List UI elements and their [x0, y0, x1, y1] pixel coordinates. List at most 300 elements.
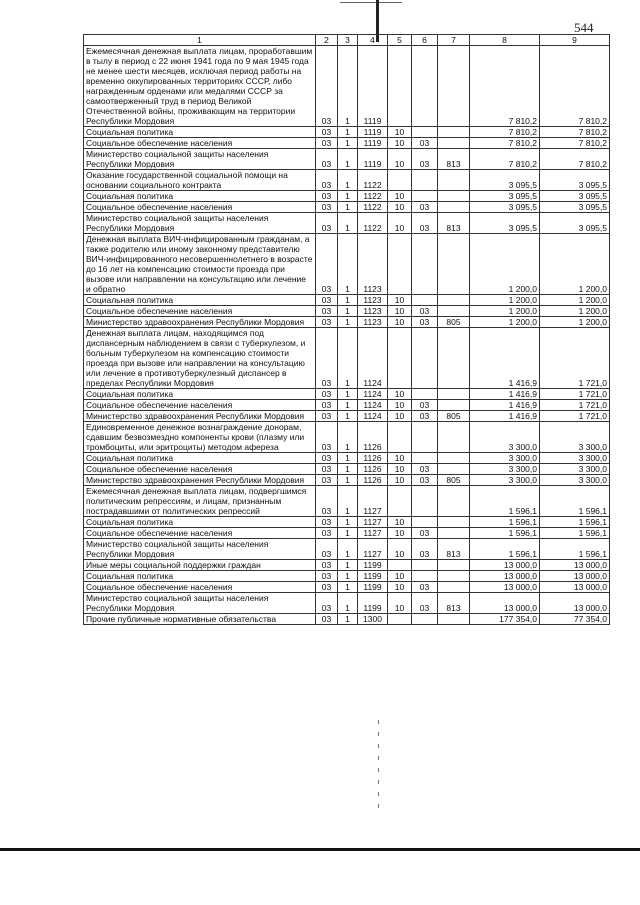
- cell-code-2: 03: [316, 306, 338, 317]
- cell-code-5: 10: [388, 411, 412, 422]
- cell-name: Оказание государственной социальной помощи на основании социального контракта: [84, 170, 316, 191]
- cell-code-2: 03: [316, 582, 338, 593]
- cell-code-2: 03: [316, 400, 338, 411]
- cell-amount-8: 1 596,1: [470, 539, 540, 560]
- cell-amount-9: 1 596,1: [540, 517, 610, 528]
- cell-code-2: 03: [316, 127, 338, 138]
- cell-code-7: [438, 614, 470, 625]
- cell-amount-9: 13 000,0: [540, 582, 610, 593]
- cell-name: Социальное обеспечение населения: [84, 400, 316, 411]
- cell-code-3: 1: [338, 571, 358, 582]
- cell-code-2: 03: [316, 46, 338, 127]
- cell-amount-8: 1 200,0: [470, 317, 540, 328]
- table-row: [84, 486, 610, 517]
- cell-code-6: [412, 295, 438, 306]
- table-row: [84, 127, 610, 138]
- cell-name: Социальное обеспечение населения: [84, 464, 316, 475]
- cell-code-3: 1: [338, 453, 358, 464]
- cell-code-3: 1: [338, 213, 358, 234]
- cell-amount-9: 3 095,5: [540, 170, 610, 191]
- cell-name: Министерство социальной защиты населения Республики Мордовия: [84, 149, 316, 170]
- cell-amount-9: 3 095,5: [540, 213, 610, 234]
- cell-name: Денежная выплата лицам, находящимся под диспансерным наблюдением в связи с туберкулезом, и больным туберкулезом на компенсацию стоимости проезда при вызове или направлении на консультацию или лечение в противотуберкулезный диспансер в пределах Республики Мордовия: [84, 328, 316, 389]
- cell-amount-8: 3 300,0: [470, 464, 540, 475]
- cell-code-3: 1: [338, 400, 358, 411]
- cell-code-4: 1300: [358, 614, 388, 625]
- column-header: 2: [316, 35, 338, 46]
- cell-code-6: [412, 614, 438, 625]
- cell-amount-8: 13 000,0: [470, 560, 540, 571]
- cell-amount-8: 7 810,2: [470, 127, 540, 138]
- cell-code-5: 10: [388, 517, 412, 528]
- cell-code-2: 03: [316, 571, 338, 582]
- cell-code-4: 1122: [358, 202, 388, 213]
- binding-dash: [378, 756, 379, 760]
- cell-code-7: [438, 306, 470, 317]
- cell-code-6: 03: [412, 475, 438, 486]
- cell-name: Министерство здравоохранения Республики Мордовия: [84, 411, 316, 422]
- cell-code-7: [438, 571, 470, 582]
- cell-code-2: 03: [316, 234, 338, 295]
- cell-name: Социальное обеспечение населения: [84, 306, 316, 317]
- cell-code-2: 03: [316, 486, 338, 517]
- cell-amount-9: 7 810,2: [540, 46, 610, 127]
- binding-dash: [378, 768, 379, 772]
- cell-code-6: [412, 191, 438, 202]
- table-row: [84, 317, 610, 328]
- table-row: [84, 234, 610, 295]
- cell-code-5: 10: [388, 127, 412, 138]
- cell-code-4: 1124: [358, 411, 388, 422]
- cell-amount-9: 1 200,0: [540, 306, 610, 317]
- cell-name: Социальная политика: [84, 127, 316, 138]
- cell-name: Социальное обеспечение населения: [84, 528, 316, 539]
- binding-dash: [378, 780, 379, 784]
- cell-name: Единовременное денежное вознаграждение донорам, сдавшим безвозмездно компоненты крови (плазму или тромбоциты, или эритроциты) методом афереза: [84, 422, 316, 453]
- cell-amount-9: 13 000,0: [540, 560, 610, 571]
- cell-amount-8: 1 596,1: [470, 486, 540, 517]
- cell-code-3: 1: [338, 127, 358, 138]
- cell-code-6: 03: [412, 411, 438, 422]
- cell-name: Министерство социальной защиты населения Республики Мордовия: [84, 539, 316, 560]
- cell-code-2: 03: [316, 475, 338, 486]
- cell-amount-8: 13 000,0: [470, 571, 540, 582]
- column-header: 8: [470, 35, 540, 46]
- cell-code-4: 1199: [358, 560, 388, 571]
- cell-code-5: [388, 46, 412, 127]
- table-row: [84, 571, 610, 582]
- cell-code-5: 10: [388, 400, 412, 411]
- table-row: [84, 191, 610, 202]
- cell-amount-8: 1 200,0: [470, 306, 540, 317]
- cell-code-3: 1: [338, 46, 358, 127]
- cell-code-4: 1126: [358, 464, 388, 475]
- cell-code-2: 03: [316, 539, 338, 560]
- page-number: 544: [574, 20, 594, 35]
- cell-code-7: [438, 191, 470, 202]
- cell-code-5: [388, 234, 412, 295]
- cell-code-2: 03: [316, 528, 338, 539]
- cell-code-4: 1199: [358, 593, 388, 614]
- cell-code-6: [412, 517, 438, 528]
- cell-code-6: 03: [412, 539, 438, 560]
- cell-code-3: 1: [338, 539, 358, 560]
- binding-dash: [378, 720, 379, 724]
- cell-code-3: 1: [338, 486, 358, 517]
- cell-amount-9: 1 721,0: [540, 411, 610, 422]
- cell-amount-8: 1 416,9: [470, 411, 540, 422]
- cell-code-6: [412, 234, 438, 295]
- cell-code-3: 1: [338, 191, 358, 202]
- cell-code-3: 1: [338, 411, 358, 422]
- cell-code-4: 1126: [358, 453, 388, 464]
- table-row: [84, 138, 610, 149]
- cell-code-7: [438, 560, 470, 571]
- binding-dash: [378, 804, 379, 808]
- cell-amount-9: 1 721,0: [540, 400, 610, 411]
- cell-code-4: 1119: [358, 149, 388, 170]
- cell-code-7: [438, 486, 470, 517]
- cell-code-5: 10: [388, 539, 412, 560]
- cell-amount-9: 13 000,0: [540, 571, 610, 582]
- cell-amount-8: 3 095,5: [470, 191, 540, 202]
- cell-code-2: 03: [316, 464, 338, 475]
- cell-code-2: 03: [316, 389, 338, 400]
- cell-code-4: 1123: [358, 234, 388, 295]
- cell-code-4: 1127: [358, 528, 388, 539]
- cell-name: Министерство социальной защиты населения Республики Мордовия: [84, 213, 316, 234]
- table-row: [84, 400, 610, 411]
- cell-name: Социальное обеспечение населения: [84, 138, 316, 149]
- cell-code-3: 1: [338, 306, 358, 317]
- cell-name: Социальная политика: [84, 571, 316, 582]
- cell-code-2: 03: [316, 453, 338, 464]
- cell-name: Социальное обеспечение населения: [84, 202, 316, 213]
- cell-code-5: [388, 560, 412, 571]
- cell-code-4: 1126: [358, 475, 388, 486]
- column-header: 3: [338, 35, 358, 46]
- cell-code-7: 813: [438, 213, 470, 234]
- cell-amount-8: 7 810,2: [470, 149, 540, 170]
- cell-code-5: 10: [388, 149, 412, 170]
- cell-name: Прочие публичные нормативные обязательства: [84, 614, 316, 625]
- cell-amount-9: 7 810,2: [540, 149, 610, 170]
- cell-code-6: [412, 127, 438, 138]
- cell-code-7: [438, 464, 470, 475]
- table-row: [84, 170, 610, 191]
- cell-code-7: [438, 517, 470, 528]
- cell-code-6: 03: [412, 306, 438, 317]
- cell-code-2: 03: [316, 202, 338, 213]
- cell-code-5: 10: [388, 571, 412, 582]
- cell-code-7: [438, 328, 470, 389]
- cell-amount-9: 1 721,0: [540, 389, 610, 400]
- cell-amount-9: 7 810,2: [540, 127, 610, 138]
- table-row: [84, 295, 610, 306]
- cell-amount-8: 7 810,2: [470, 46, 540, 127]
- cell-code-5: 10: [388, 593, 412, 614]
- cell-amount-9: 1 721,0: [540, 328, 610, 389]
- cell-code-4: 1123: [358, 317, 388, 328]
- table-row: [84, 422, 610, 453]
- cell-code-4: 1126: [358, 422, 388, 453]
- cell-code-3: 1: [338, 517, 358, 528]
- column-header: 6: [412, 35, 438, 46]
- cell-code-4: 1127: [358, 486, 388, 517]
- cell-code-7: [438, 202, 470, 213]
- cell-code-3: 1: [338, 582, 358, 593]
- table-row: [84, 582, 610, 593]
- cell-amount-9: 3 095,5: [540, 202, 610, 213]
- cell-amount-8: 7 810,2: [470, 138, 540, 149]
- cell-code-4: 1119: [358, 46, 388, 127]
- cell-code-3: 1: [338, 528, 358, 539]
- table-row: [84, 560, 610, 571]
- table-row: [84, 411, 610, 422]
- cell-code-3: 1: [338, 328, 358, 389]
- cell-code-3: 1: [338, 149, 358, 170]
- table-row: [84, 328, 610, 389]
- cell-code-3: 1: [338, 560, 358, 571]
- cell-code-7: 813: [438, 593, 470, 614]
- table-row: [84, 464, 610, 475]
- cell-code-4: 1119: [358, 138, 388, 149]
- cell-code-3: 1: [338, 234, 358, 295]
- cell-code-4: 1122: [358, 170, 388, 191]
- cell-code-7: 805: [438, 317, 470, 328]
- column-header: 5: [388, 35, 412, 46]
- cell-amount-8: 3 300,0: [470, 422, 540, 453]
- binding-dash: [378, 732, 379, 736]
- cell-code-5: 10: [388, 389, 412, 400]
- cell-amount-8: 3 095,5: [470, 213, 540, 234]
- cell-code-7: [438, 127, 470, 138]
- cell-code-5: 10: [388, 191, 412, 202]
- cell-amount-8: 1 596,1: [470, 528, 540, 539]
- cell-name: Социальная политика: [84, 389, 316, 400]
- table-row: [84, 149, 610, 170]
- cell-code-7: [438, 422, 470, 453]
- cell-code-6: [412, 422, 438, 453]
- cell-code-6: 03: [412, 528, 438, 539]
- cell-amount-8: 13 000,0: [470, 593, 540, 614]
- cell-code-4: 1124: [358, 389, 388, 400]
- cell-code-6: [412, 170, 438, 191]
- cell-code-5: [388, 170, 412, 191]
- cell-name: Денежная выплата ВИЧ-инфицированным гражданам, а также родителю или иному законному представителю ВИЧ-инфицированного несовершеннолетнего в возрасте до 16 лет на компенсацию стоимости проезда при вызове или направлении на консультацию или лечение и обратно: [84, 234, 316, 295]
- cell-code-5: [388, 614, 412, 625]
- cell-code-6: [412, 453, 438, 464]
- cell-code-6: [412, 560, 438, 571]
- binding-dash: [378, 792, 379, 796]
- cell-name: Министерство здравоохранения Республики Мордовия: [84, 475, 316, 486]
- cell-name: Министерство социальной защиты населения Республики Мордовия: [84, 593, 316, 614]
- cell-code-4: 1123: [358, 306, 388, 317]
- cell-code-5: 10: [388, 213, 412, 234]
- cell-name: Социальная политика: [84, 453, 316, 464]
- cell-name: Социальное обеспечение населения: [84, 582, 316, 593]
- cell-code-2: 03: [316, 422, 338, 453]
- column-header: 7: [438, 35, 470, 46]
- cell-code-5: [388, 486, 412, 517]
- cell-code-4: 1123: [358, 295, 388, 306]
- cell-name: Ежемесячная денежная выплата лицам, подвергшимся политическим репрессиям, и лицам, признанным пострадавшими от политических репрессий: [84, 486, 316, 517]
- cell-amount-8: 13 000,0: [470, 582, 540, 593]
- cell-code-3: 1: [338, 389, 358, 400]
- table-row: [84, 213, 610, 234]
- cell-name: Министерство здравоохранения Республики Мордовия: [84, 317, 316, 328]
- cell-code-7: [438, 582, 470, 593]
- table-header-row: [84, 35, 610, 46]
- cell-code-7: 813: [438, 539, 470, 560]
- table-row: [84, 306, 610, 317]
- binding-mark-top: [340, 2, 402, 7]
- cell-code-3: 1: [338, 138, 358, 149]
- cell-code-2: 03: [316, 593, 338, 614]
- column-header: 4: [358, 35, 388, 46]
- budget-table: [83, 34, 610, 625]
- cell-amount-9: 1 596,1: [540, 539, 610, 560]
- cell-amount-9: 3 300,0: [540, 453, 610, 464]
- cell-code-4: 1127: [358, 517, 388, 528]
- table-row: [84, 389, 610, 400]
- cell-code-2: 03: [316, 517, 338, 528]
- cell-name: Иные меры социальной поддержки граждан: [84, 560, 316, 571]
- cell-code-3: 1: [338, 475, 358, 486]
- cell-code-5: 10: [388, 528, 412, 539]
- cell-code-5: 10: [388, 306, 412, 317]
- cell-amount-8: 3 095,5: [470, 170, 540, 191]
- cell-amount-9: 13 000,0: [540, 593, 610, 614]
- cell-code-3: 1: [338, 317, 358, 328]
- cell-code-5: 10: [388, 475, 412, 486]
- table-body: [84, 46, 610, 625]
- cell-code-3: 1: [338, 614, 358, 625]
- cell-code-3: 1: [338, 464, 358, 475]
- cell-code-7: 813: [438, 149, 470, 170]
- cell-amount-9: 7 810,2: [540, 138, 610, 149]
- cell-code-2: 03: [316, 614, 338, 625]
- cell-amount-9: 77 354,0: [540, 614, 610, 625]
- cell-code-7: [438, 295, 470, 306]
- cell-amount-8: 1 416,9: [470, 400, 540, 411]
- cell-code-4: 1119: [358, 127, 388, 138]
- cell-code-6: 03: [412, 464, 438, 475]
- cell-name: Ежемесячная денежная выплата лицам, проработавшим в тылу в период с 22 июня 1941 года по 9 мая 1945 года не менее шести месяцев, исключая период работы на временно оккупированных территориях СССР, либо награжденным орденами или медалями СССР за самоотверженный труд в период Великой Отечественной войны, проживающим на территории Республики Мордовия: [84, 46, 316, 127]
- binding-dash: [378, 744, 379, 748]
- table-row: [84, 593, 610, 614]
- cell-amount-9: 1 200,0: [540, 295, 610, 306]
- cell-amount-9: 3 095,5: [540, 191, 610, 202]
- cell-amount-8: 3 095,5: [470, 202, 540, 213]
- column-header: 1: [84, 35, 316, 46]
- cell-code-6: 03: [412, 138, 438, 149]
- cell-code-3: 1: [338, 422, 358, 453]
- cell-amount-9: 1 596,1: [540, 486, 610, 517]
- cell-code-3: 1: [338, 295, 358, 306]
- cell-code-2: 03: [316, 138, 338, 149]
- cell-code-6: 03: [412, 593, 438, 614]
- cell-code-6: 03: [412, 317, 438, 328]
- cell-name: Социальная политика: [84, 517, 316, 528]
- cell-code-7: [438, 389, 470, 400]
- cell-code-6: 03: [412, 149, 438, 170]
- cell-code-7: [438, 170, 470, 191]
- cell-code-6: 03: [412, 213, 438, 234]
- cell-code-5: 10: [388, 295, 412, 306]
- cell-amount-9: 1 596,1: [540, 528, 610, 539]
- table-row: [84, 528, 610, 539]
- cell-code-6: [412, 571, 438, 582]
- cell-amount-8: 3 300,0: [470, 475, 540, 486]
- cell-code-5: [388, 328, 412, 389]
- cell-code-3: 1: [338, 593, 358, 614]
- cell-code-4: 1199: [358, 571, 388, 582]
- column-header: 9: [540, 35, 610, 46]
- cell-code-7: 805: [438, 411, 470, 422]
- cell-name: Социальная политика: [84, 191, 316, 202]
- cell-code-5: 10: [388, 317, 412, 328]
- cell-amount-9: 1 200,0: [540, 234, 610, 295]
- cell-code-7: [438, 46, 470, 127]
- table-row: [84, 46, 610, 127]
- cell-code-2: 03: [316, 170, 338, 191]
- cell-code-2: 03: [316, 149, 338, 170]
- cell-code-2: 03: [316, 411, 338, 422]
- cell-code-4: 1124: [358, 400, 388, 411]
- cell-code-5: 10: [388, 202, 412, 213]
- cell-code-2: 03: [316, 191, 338, 202]
- cell-amount-8: 1 416,9: [470, 389, 540, 400]
- cell-code-6: [412, 486, 438, 517]
- cell-code-6: [412, 46, 438, 127]
- cell-amount-9: 3 300,0: [540, 464, 610, 475]
- cell-code-2: 03: [316, 560, 338, 571]
- bottom-rule: [0, 848, 640, 851]
- cell-amount-9: 3 300,0: [540, 475, 610, 486]
- cell-code-6: [412, 328, 438, 389]
- table-row: [84, 614, 610, 625]
- cell-code-2: 03: [316, 328, 338, 389]
- cell-code-3: 1: [338, 202, 358, 213]
- cell-code-4: 1199: [358, 582, 388, 593]
- table-row: [84, 453, 610, 464]
- cell-code-5: 10: [388, 138, 412, 149]
- cell-code-7: [438, 234, 470, 295]
- cell-code-5: [388, 422, 412, 453]
- cell-amount-9: 1 200,0: [540, 317, 610, 328]
- cell-code-6: 03: [412, 202, 438, 213]
- cell-amount-8: 3 300,0: [470, 453, 540, 464]
- cell-code-7: [438, 400, 470, 411]
- cell-amount-8: 1 200,0: [470, 234, 540, 295]
- cell-code-5: 10: [388, 582, 412, 593]
- cell-amount-9: 3 300,0: [540, 422, 610, 453]
- cell-code-7: 805: [438, 475, 470, 486]
- table-row: [84, 202, 610, 213]
- cell-code-4: 1122: [358, 191, 388, 202]
- cell-code-7: [438, 138, 470, 149]
- table-row: [84, 517, 610, 528]
- cell-code-3: 1: [338, 170, 358, 191]
- cell-code-4: 1122: [358, 213, 388, 234]
- cell-code-7: [438, 528, 470, 539]
- cell-code-4: 1124: [358, 328, 388, 389]
- cell-code-5: 10: [388, 464, 412, 475]
- cell-amount-8: 1 416,9: [470, 328, 540, 389]
- cell-code-5: 10: [388, 453, 412, 464]
- cell-code-6: 03: [412, 400, 438, 411]
